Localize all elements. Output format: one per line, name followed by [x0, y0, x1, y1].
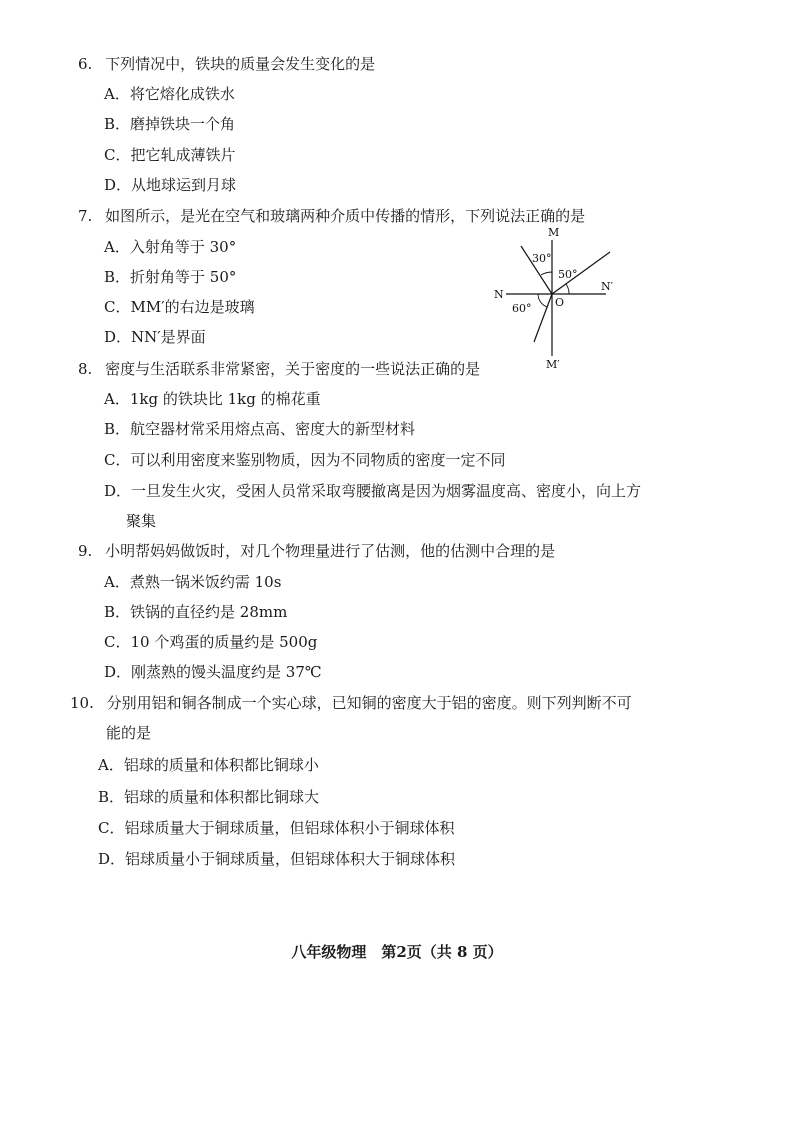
label-angle-50: 50°: [558, 268, 578, 281]
label-m-prime: M′: [546, 358, 560, 371]
question-number: 9.: [78, 542, 93, 560]
question-text: 密度与生活联系非常紧密，关于密度的一些说法正确的是: [105, 360, 481, 378]
option-c: C．10 个鸡蛋的质量约是 500g: [104, 633, 318, 651]
label-m: M: [548, 226, 560, 239]
label-n-prime: N′: [601, 280, 614, 293]
page-footer: 八年级物理 第2页（共 8 页）: [291, 943, 503, 961]
option-a: A．铝球的质量和体积都比铜球小: [98, 756, 319, 774]
question-10-stem: [70, 693, 632, 713]
arc-60: [538, 294, 547, 307]
arc-50: [566, 284, 569, 294]
option-b: B．航空器材常采用熔点高、密度大的新型材料: [104, 420, 416, 438]
question-8-stem: [78, 359, 480, 379]
option-c: C．铝球质量大于铜球质量，但铝球体积小于铜球体积: [98, 819, 455, 837]
option-b: B．铝球的质量和体积都比铜球大: [98, 788, 320, 806]
question-number: 8.: [78, 360, 93, 378]
option-d: D．铝球质量小于铜球质量，但铝球体积大于铜球体积: [98, 850, 456, 868]
label-n: N: [494, 288, 504, 301]
option-a: A．煮熟一锅米饭约需 10s: [104, 573, 282, 591]
question-number: 6.: [78, 55, 93, 73]
question-text: 下列情况中，铁块的质量会发生变化的是: [105, 55, 376, 73]
question-number: 10.: [70, 694, 94, 712]
label-angle-60: 60°: [512, 302, 532, 315]
option-a: A．1kg 的铁块比 1kg 的棉花重: [104, 390, 321, 408]
arc-30: [541, 272, 552, 275]
option-d: D．从地球运到月球: [104, 176, 237, 194]
question-number: 7.: [78, 207, 93, 225]
option-b: B．铁锅的直径约是 28mm: [104, 603, 288, 621]
label-angle-30: 30°: [532, 252, 552, 265]
refraction-diagram: [488, 222, 628, 372]
ray-lower-left: [534, 294, 552, 342]
option-a: A．入射角等于 30°: [104, 238, 237, 256]
question-9-stem: [78, 541, 555, 561]
option-d: D．NN′是界面: [104, 328, 206, 346]
option-d-continued: 聚集: [126, 512, 157, 530]
question-text: 分别用铝和铜各制成一个实心球，已知铜的密度大于铝的密度。则下列判断不可: [106, 694, 632, 712]
question-6-stem: [78, 54, 375, 74]
option-c: C．MM′的右边是玻璃: [104, 298, 255, 316]
option-b: B．折射角等于 50°: [104, 268, 237, 286]
option-c: C．把它轧成薄铁片: [104, 146, 236, 164]
question-10-stem-continued: 能的是: [106, 724, 152, 742]
label-o: O: [555, 296, 565, 309]
option-a: A．将它熔化成铁水: [104, 85, 235, 103]
question-text: 小明帮妈妈做饭时，对几个物理量进行了估测，他的估测中合理的是: [105, 542, 556, 560]
option-b: B．磨掉铁块一个角: [104, 115, 236, 133]
option-d: D．一旦发生火灾，受困人员常采取弯腰撤离是因为烟雾温度高、密度小，向上方: [104, 482, 642, 500]
question-text: 如图所示，是光在空气和玻璃两种介质中传播的情形，下列说法正确的是: [105, 207, 586, 225]
option-d: D．刚蒸熟的馒头温度约是 37℃: [104, 663, 322, 681]
option-c: C．可以利用密度来鉴别物质，因为不同物质的密度一定不同: [104, 451, 506, 469]
